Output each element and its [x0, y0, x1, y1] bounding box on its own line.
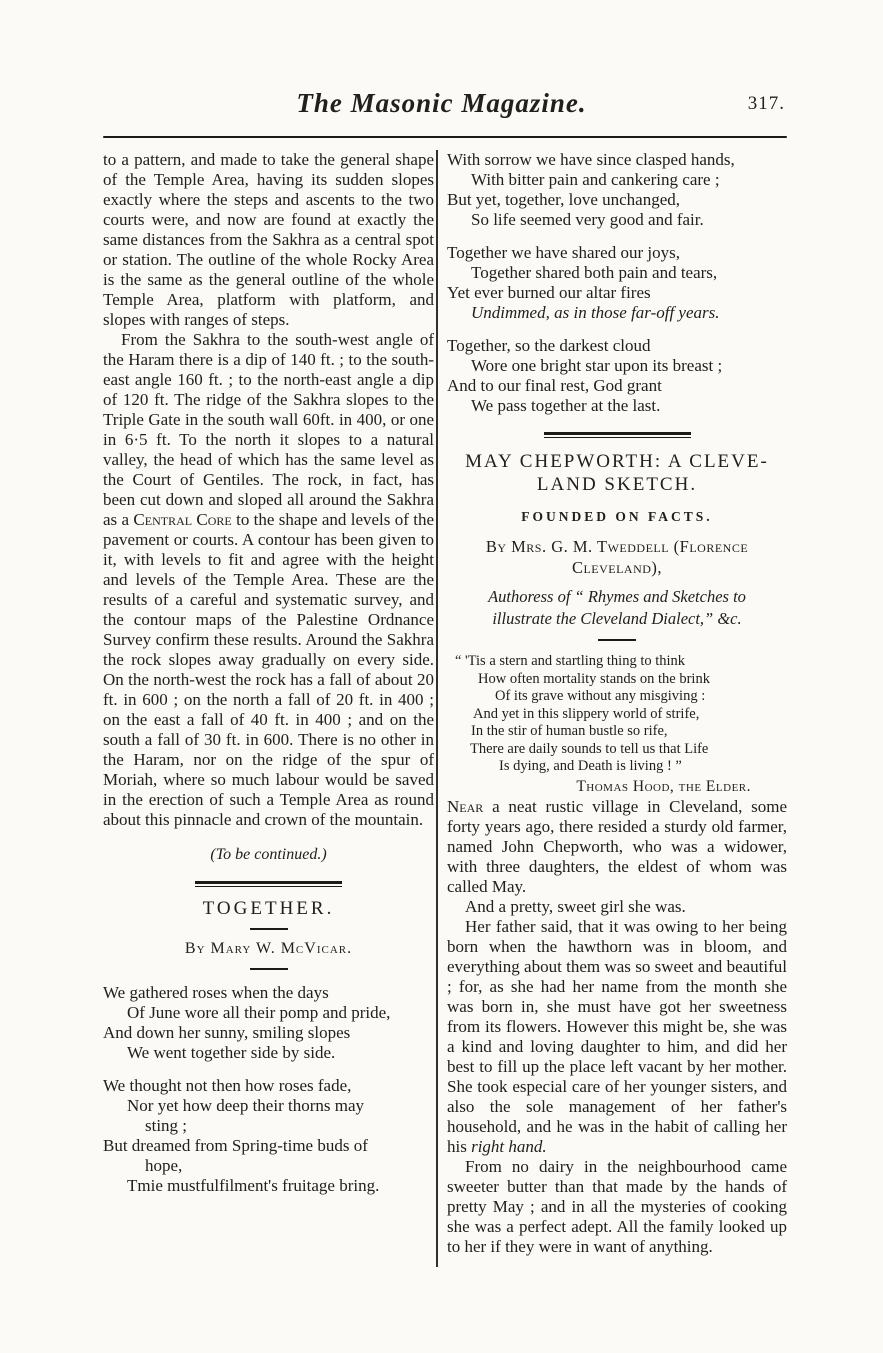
right-hand-emphasis: right hand.: [471, 1136, 547, 1156]
poem-line: Yet ever burned our altar fires: [447, 283, 651, 302]
poem-line: So life seemed very good and fair.: [471, 210, 704, 229]
ornament-rule: [598, 639, 636, 641]
poem-line: We pass together at the last.: [471, 396, 661, 415]
poem-line: sting ;: [145, 1116, 188, 1135]
poem-line: Undimmed, as in those far-off years.: [471, 303, 720, 322]
magazine-title: The Masonic Magazine.: [296, 88, 587, 118]
sketch-title-line: MAY CHEPWORTH: A CLEVE-: [465, 451, 769, 472]
sketch-paragraph: [447, 797, 787, 897]
poem-line: We went together side by side.: [127, 1043, 336, 1062]
poem-stanza: [447, 150, 787, 230]
poem-byline: By Mary W. McVicar.: [184, 940, 353, 957]
section-divider-rule: [544, 432, 691, 438]
quote-line: Of its grave without any misgiving :: [495, 688, 706, 704]
sketch-title-line: LAND SKETCH.: [536, 474, 698, 495]
quote-line: And yet in this slippery world of strife,: [473, 705, 700, 722]
sketch-paragraph: [447, 917, 787, 1157]
sketch-title: [447, 450, 787, 496]
authoress-line: Authoress of “ Rhymes and Sketches to: [488, 587, 746, 606]
poem-line: We gathered roses when the days: [103, 983, 329, 1002]
right-column: [447, 150, 787, 1257]
header-rule: [103, 136, 787, 138]
poem-line: Together, so the darkest cloud: [447, 336, 651, 355]
epigraph-quote: [447, 653, 787, 776]
quote-line: Is dying, and Death is living ! ”: [499, 758, 682, 774]
poem-line: Nor yet how deep their thorns may: [127, 1096, 364, 1115]
article-text-segment: From the Sakhra to the south-west angle of the Haram there is a dip of 140 ft. ; to the south-east angle 160 ft. ; to the north-east angle a dip of 120 ft. The ridge of the Sakhra slopes to the Triple Gate in the south wall 60ft. in 400, or one in 6·5 ft. To the north it slopes to a natural valley, the head of which has the same level as the Court of Gentiles. The rock, in fact, has been cut down and sloped all around the Sakhra as a: [103, 330, 434, 529]
poem-line: With sorrow we have since clasped hands,: [447, 150, 735, 169]
page-number: 317.: [747, 93, 785, 114]
section-divider-rule: [195, 881, 342, 887]
poem-line: Of June wore all their pomp and pride,: [127, 1003, 391, 1022]
sketch-paragraph: And a pretty, sweet girl she was.: [465, 896, 686, 916]
sketch-paragraph: From no dairy in the neighbourhood came sweeter butter than that made by the hands of pretty May ; and in all the mysteries of cooking she was a perfect adept. All the family looked up to her if they were in want of anything.: [447, 1156, 787, 1256]
sketch-text-segment: Her father said, that it was owing to her being born when the hawthorn was in bloom, and everything about them was so sweet and beautiful ; for, as she had her name from the month she was born in, she must have got her sweetness from its flowers. However this might be, she was a kind and loving daughter to him, and did her best to fill up the place left vacant by her mother. She took especial care of her younger sisters, and also the sole management of her father's household, and he was in the habit of calling her his: [447, 916, 787, 1156]
quote-line: In the stir of human bustle so rife,: [471, 723, 668, 739]
poem-line: We thought not then how roses fade,: [103, 1076, 352, 1095]
article-text-segment: to the shape and levels of the pavement or courts. A contour has been given to it, with levels to fit and agree with the height and levels of the Temple Area. These are the results of a careful and systematic survey, and the contour maps of the Palestine Ordnance Survey confirm these results. Around the Sakhra the rock slopes away gradually on every side. On the north-west the rock has a fall of about 20 ft. in 600 ; on the north a fall of 20 ft. in 400 ; on the east a fall of 40 ft. in 400 ; and on the south a fall of 30 ft. in 600. There is no other in the Haram, nor on the ridge of the spur of Moriah, where so much labour would be saved in the erection of such a Temple Area as round about this pinnacle and crown of the mountain.: [103, 510, 434, 829]
central-core-emphasis: Central Core: [133, 510, 232, 529]
poem-line: Together we have shared our joys,: [447, 243, 680, 262]
poem-line: Together shared both pain and tears,: [471, 263, 718, 282]
sketch-byline: [447, 536, 787, 578]
quote-line: “ 'Tis a stern and startling thing to think: [455, 653, 686, 669]
ornament-rule: [250, 968, 288, 970]
to-be-continued-note: (To be continued.): [210, 846, 327, 863]
poem-stanza: [103, 983, 434, 1063]
lead-word-near: Near: [447, 796, 484, 816]
poem-line: Wore one bright star upon its breast ;: [471, 356, 723, 375]
ornament-rule: [250, 928, 288, 930]
poem-line: And down her sunny, smiling slopes: [103, 1023, 351, 1042]
epigraph-attribution: Thomas Hood, the Elder.: [576, 777, 751, 795]
sketch-text-segment: a neat rustic village in Cleveland, some forty years ago, there resided a sturdy old farmer, named John Chepworth, who was a widower, with three daughters, the eldest of whom was called May.: [447, 796, 787, 896]
sketch-byline-line: By Mrs. G. M. Tweddell (Florence: [485, 537, 749, 556]
quote-line: There are daily sounds to tell us that Life: [470, 740, 709, 757]
sketch-byline-line: Cleveland),: [571, 558, 663, 577]
poem-stanza: [447, 243, 787, 323]
sketch-subtitle: FOUNDED ON FACTS.: [521, 509, 713, 524]
authoress-line: illustrate the Cleveland Dialect,” &c.: [492, 609, 742, 628]
poem-line: With bitter pain and cankering care ;: [471, 170, 720, 189]
poem-title: TOGETHER.: [202, 898, 335, 919]
article-paragraph-continuation: to a pattern, and made to take the general shape of the Temple Area, having its sudden slopes exactly where the steps and ascents to the two courts were, and now are found at exactly the same distances from the Sakhra as a central spot or station. The outline of the whole Rocky Area is the same as the general outline of the whole Temple Area, platform with platform, and slopes with ranges of steps.: [103, 150, 434, 329]
column-divider: [436, 150, 438, 1267]
poem-line: But dreamed from Spring-time buds of: [103, 1136, 368, 1155]
poem-line: Tmie mustfulfilment's fruitage bring.: [127, 1176, 380, 1195]
article-paragraph: [103, 330, 434, 830]
left-column: [103, 150, 434, 1196]
quote-line: How often mortality stands on the brink: [478, 670, 710, 687]
poem-line: And to our final rest, God grant: [447, 376, 662, 395]
poem-line: hope,: [145, 1156, 183, 1175]
poem-line: But yet, together, love unchanged,: [447, 190, 681, 209]
poem-stanza: [103, 1076, 434, 1196]
authoress-credit: [447, 586, 787, 630]
poem-stanza: [447, 336, 787, 416]
